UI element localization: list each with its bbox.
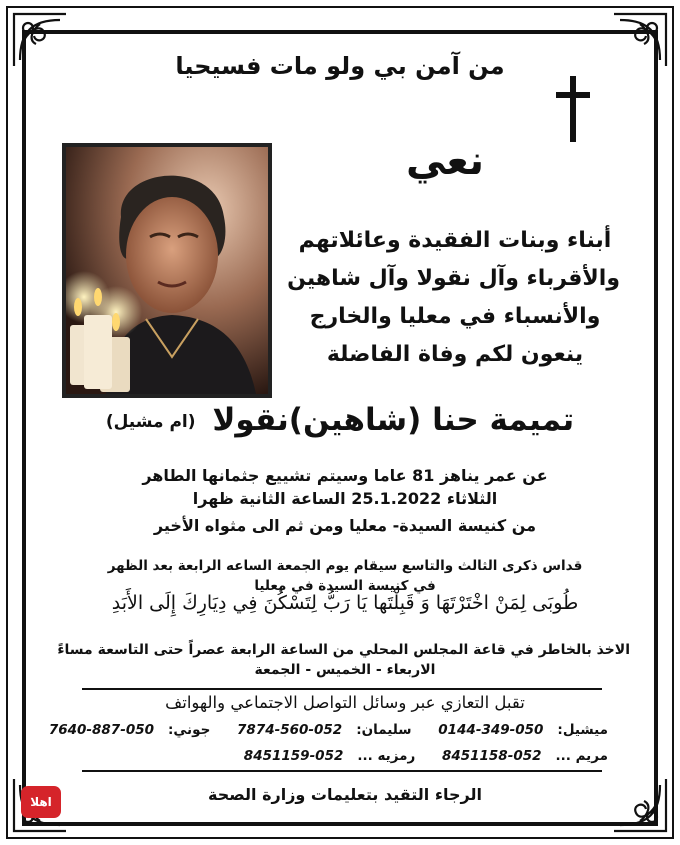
family-line: أبناء وبنات الفقيدة وعائلاتهم [298,228,612,253]
mass-line: في كنيسة السيدة في معليا [254,578,436,594]
contact-name: جوني: [168,722,211,738]
contact-phone: 052-560-7874 [237,722,343,738]
page-title: نعي [405,138,485,184]
contact-phone: 052-8451159 [243,748,344,764]
bible-verse: من آمن بي ولو مات فسيحيا [175,52,505,80]
phones-title: تقبل التعازي عبر وسائل التواصل الاجتماعي والهواتف [165,693,525,712]
condolence-details [57,640,630,680]
corner-ornament-icon [610,10,670,70]
funeral-details [60,464,630,537]
deceased-name-row [80,402,600,438]
family-line: ينعون لكم وفاة الفاضلة [326,342,584,367]
contact-name: رمزيه ... [357,748,416,764]
family-announcement [287,222,620,374]
divider [82,688,602,690]
contact-name: مريم ... [555,748,608,764]
blessing-verse: طُوبَى لِمَنْ اخْتَرْتَهَا وَ قَبِلْتَها يَا رَبُّ لِتَسْكُنَ فِي دِيَارِكَ إِلَى الأَبَدِ [111,592,579,614]
memorial-mass [60,556,630,596]
funeral-line: من كنيسة السيدة- معليا ومن ثم الى مثواه الأخير [153,516,537,535]
contact-name: ميشيل: [557,722,608,738]
family-line: والأنسباء في معليا والخارج [309,304,601,329]
condolence-line: الاربعاء - الخميس - الجمعة [254,662,436,678]
family-line: والأقرباء وآل نقولا وآل شاهين [287,266,620,291]
divider [82,770,602,772]
deceased-name: تميمة حنا (شاهين)نقولا [212,402,575,438]
corner-ornament-icon [610,775,670,835]
deceased-nickname: (ام مشيل) [105,411,196,432]
cross-icon [556,76,590,142]
contact-phone: 050-349-0144 [438,722,544,738]
mass-line: قداس ذكرى الثالث والتاسع سيقام يوم الجمعة الساعه الرابعة بعد الظهر [107,558,583,574]
phone-list-row [88,748,608,764]
funeral-line: عن عمر يناهز 81 عاما وسيتم تشييع جثمانها الطاهر [142,466,548,485]
site-logo-badge: اهلا [21,786,61,818]
contact-phone: 050-887-7640 [48,722,154,738]
condolence-line: الاخذ بالخاطر في قاعة المجلس المحلي من الساعة الرابعة عصراً حتى التاسعة مساءً [57,642,630,658]
health-notice: الرجاء التقيد بتعليمات وزارة الصحة [208,785,482,804]
phone-list-row [48,722,608,738]
contact-phone: 052-8451158 [441,748,542,764]
corner-ornament-icon [10,10,70,70]
contact-name: سليمان: [356,722,412,738]
portrait-photo [62,143,272,398]
funeral-line: الثلاثاء 25.1.2022 الساعة الثانية ظهرا [192,489,498,508]
